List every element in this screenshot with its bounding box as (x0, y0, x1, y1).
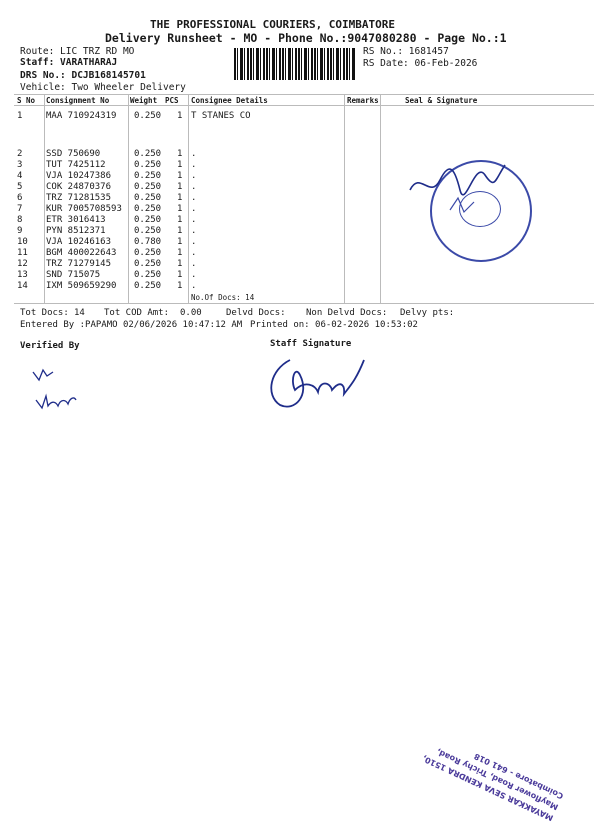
vehicle-label: Vehicle: Two Wheeler Delivery (20, 82, 186, 93)
row-weight: 0.250 (134, 193, 162, 203)
row-consignment: MAA 710924319 (46, 111, 117, 121)
row-weight: 0.250 (134, 171, 162, 181)
route-label: Route: LIC TRZ RD MO (20, 46, 135, 57)
row-consignment: BGM 400022643 (46, 248, 117, 258)
row-sno: 3 (17, 160, 23, 170)
verified-signature (28, 360, 88, 415)
row-consignee: . (191, 226, 197, 236)
row-pcs: 1 (177, 160, 183, 170)
staff-label: Staff: VARATHARAJ (20, 57, 118, 68)
row-pcs: 1 (177, 237, 183, 247)
row-consignee: . (191, 215, 197, 225)
row-consignment: VJA 10247386 (46, 171, 112, 181)
staff-signature-label: Staff Signature (270, 339, 352, 349)
row-pcs: 1 (177, 193, 183, 203)
col-header-remarks: Remarks (347, 96, 379, 105)
row-sno: 1 (17, 111, 23, 121)
delvd-docs-label: Delvd Docs: (226, 308, 286, 318)
row-consignee: . (191, 259, 197, 269)
row-consignee: . (191, 149, 197, 159)
row-pcs: 1 (177, 259, 183, 269)
row-consignment: TUT 7425112 (46, 160, 106, 170)
table-row (0, 270, 600, 281)
row-sno: 8 (17, 215, 23, 225)
row-pcs: 1 (177, 215, 183, 225)
drs-label: DRS No.: DCJB168145701 (20, 70, 146, 81)
row-consignee: . (191, 237, 197, 247)
row-sno: 5 (17, 182, 23, 192)
col-header-sno: S No (17, 96, 36, 105)
row-pcs: 1 (177, 182, 183, 192)
entered-by: Entered By :PAPAMO 02/06/2026 10:47:12 AM (20, 320, 243, 330)
row-weight: 0.250 (134, 248, 162, 258)
row-weight: 0.250 (134, 149, 162, 159)
row-sno: 12 (17, 259, 28, 269)
row-sno: 11 (17, 248, 28, 258)
row-sno: 7 (17, 204, 23, 214)
tot-docs-value: 14 (74, 308, 85, 318)
row-weight: 0.250 (134, 160, 162, 170)
col-header-weight: Weight (130, 96, 158, 105)
row-sno: 6 (17, 193, 23, 203)
row-consignee: . (191, 270, 197, 280)
row-weight: 0.250 (134, 259, 162, 269)
row-consignment: ETR 3016413 (46, 215, 106, 225)
row-sno: 2 (17, 149, 23, 159)
row-pcs: 1 (177, 171, 183, 181)
row-consignee: . (191, 204, 197, 214)
row-consignment: KUR 7005708593 (46, 204, 122, 214)
company-title: THE PROFESSIONAL COURIERS, COIMBATORE (150, 18, 396, 31)
col-header-seal: Seal & Signature (405, 96, 478, 105)
table-header-rule (14, 105, 594, 106)
delvy-pts-label: Delvy pts: (400, 308, 455, 318)
row-consignee: . (191, 182, 197, 192)
row-pcs: 1 (177, 111, 183, 121)
table-row (0, 111, 600, 122)
row-sno: 9 (17, 226, 23, 236)
row-weight: 0.250 (134, 226, 162, 236)
seva-kendra-stamp: MAYAKKAR SEVA KENDRA 1510, Mayflower Road, Trichy Road, Coimbatore - 641 018 (420, 747, 565, 823)
row-sno: 4 (17, 171, 23, 181)
row-consignment: COK 24870376 (46, 182, 112, 192)
row-consignment: TRZ 71279145 (46, 259, 112, 269)
row-pcs: 1 (177, 226, 183, 236)
row-consignee: T STANES CO (191, 111, 251, 121)
row-consignment: SND 715075 (46, 270, 101, 280)
tot-docs-label: Tot Docs: (20, 308, 69, 318)
row-pcs: 1 (177, 248, 183, 258)
row-consignment: IXM 509659290 (46, 281, 117, 291)
table-top-rule (14, 94, 594, 95)
row-weight: 0.250 (134, 215, 162, 225)
row-pcs: 1 (177, 281, 183, 291)
row-consignment: PYN 8512371 (46, 226, 106, 236)
row-weight: 0.780 (134, 237, 162, 247)
row-consignee: . (191, 248, 197, 258)
row-pcs: 1 (177, 204, 183, 214)
row-weight: 0.250 (134, 182, 162, 192)
table-row (0, 281, 600, 292)
row-consignee: . (191, 171, 197, 181)
row-weight: 0.250 (134, 281, 162, 291)
row-sno: 14 (17, 281, 28, 291)
row-consignment: VJA 10246163 (46, 237, 112, 247)
no-of-docs: No.Of Docs: 14 (191, 293, 255, 302)
row-weight: 0.250 (134, 111, 162, 121)
barcode-image (234, 48, 356, 80)
row-weight: 0.250 (134, 204, 162, 214)
verified-by-label: Verified By (20, 341, 80, 351)
row-consignee: . (191, 193, 197, 203)
row-consignee: . (191, 281, 197, 291)
non-delvd-docs-label: Non Delvd Docs: (306, 308, 388, 318)
row-consignment: TRZ 71281535 (46, 193, 112, 203)
row-sno: 13 (17, 270, 28, 280)
table-bottom-rule (14, 303, 594, 304)
row-sno: 10 (17, 237, 28, 247)
row-pcs: 1 (177, 270, 183, 280)
tot-cod-value: 0.00 (180, 308, 202, 318)
col-header-pcs: PCS (165, 96, 179, 105)
col-header-consignee: Consignee Details (191, 96, 268, 105)
rs-number: RS No.: 1681457 (363, 46, 449, 57)
printed-on: Printed on: 06-02-2026 10:53:02 (250, 320, 418, 330)
row-pcs: 1 (177, 149, 183, 159)
received-stamp-signature (400, 150, 540, 270)
runsheet-subtitle: Delivery Runsheet - MO - Phone No.:9047080280 - Page No.:1 (105, 31, 507, 45)
staff-signature (260, 350, 370, 420)
row-consignee: . (191, 160, 197, 170)
tot-cod-label: Tot COD Amt: (104, 308, 170, 318)
col-header-consignment: Consignment No (46, 96, 110, 105)
row-weight: 0.250 (134, 270, 162, 280)
row-consignment: SSD 750690 (46, 149, 101, 159)
rs-date: RS Date: 06-Feb-2026 (363, 58, 478, 69)
